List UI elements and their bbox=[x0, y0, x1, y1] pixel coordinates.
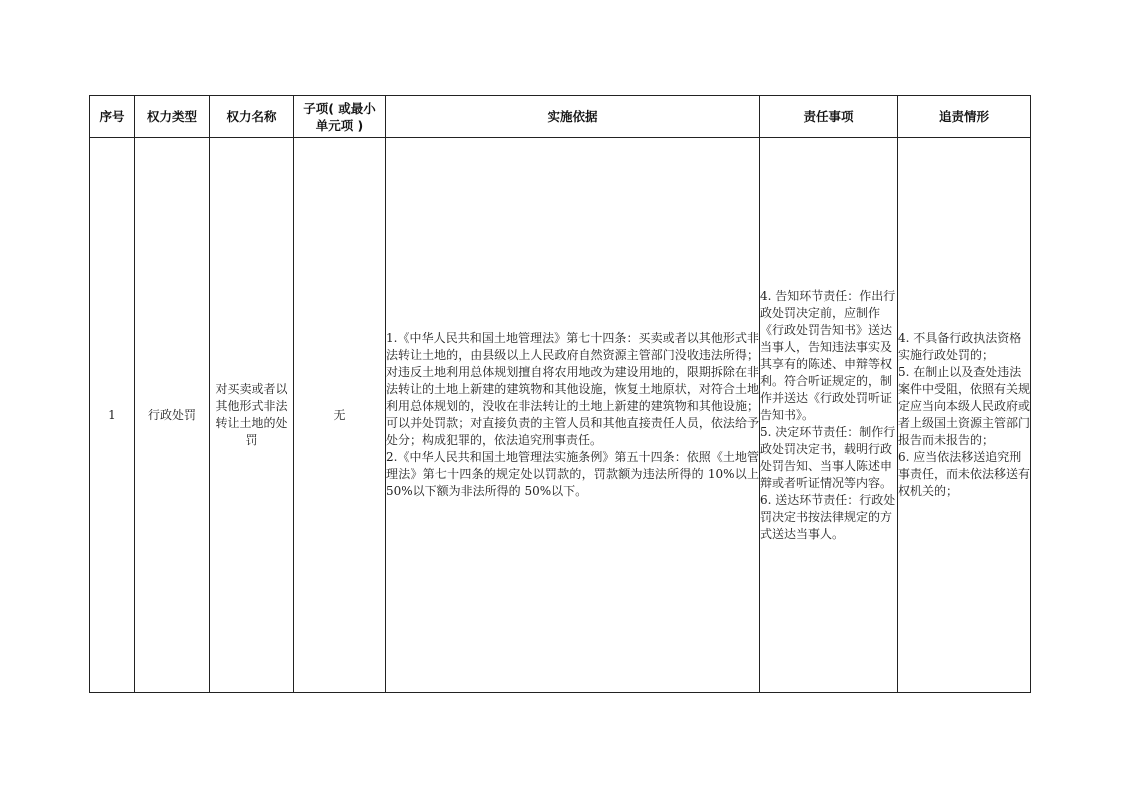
accountability-item-4: 4. 不具备行政执法资格实施行政处罚的； bbox=[898, 331, 1022, 362]
responsibility-item-6: 6. 送达环节责任：行政处罚决定书按法律规定的方式送达当事人。 bbox=[760, 492, 896, 541]
cell-power-type: 行政处罚 bbox=[135, 138, 210, 693]
accountability-item-5: 5. 在制止以及查处违法案件中受阻，依照有关规定应当向本级人民政府或者上级国土资源主管部门报告而未报告的； bbox=[898, 365, 1031, 447]
table-row bbox=[90, 138, 1031, 693]
basis-clause-2: 2.《中华人民共和国土地管理法实施条例》第五十四条：依照《土地管理法》第七十四条的规定处以罚款的，罚款额为违法所得的 10%以上 50%以下额为非法所得的 50%以下。 bbox=[386, 450, 759, 498]
responsibility-item-4: 4. 告知环节责任：作出行政处罚决定前，应制作《行政处罚告知书》送达当事人，告知违法事实及其享有的陈述、申辩等权利。符合听证规定的，制作并送达《行政处罚听证告知书》。 bbox=[760, 288, 896, 422]
header-subitem: 子项( 或最小 单元项 ) bbox=[294, 96, 386, 138]
basis-clause-1: 1.《中华人民共和国土地管理法》第七十四条：买卖或者以其他形式非法转让土地的，由县级以上人民政府自然资源主管部门没收违法所得；对违反土地利用总体规划擅自将农用地改为建设用地的，限期拆除在非法转让的土地上新建的建筑物和其他设施，恢复土地原状，对符合土地利用总体规划的，没收在非法转让的土地上新建的建筑物和其他设施；可以并处罚款；对直接负责的主管人员和其他直接责任人员，依法给予处分；构成犯罪的，依法追究刑事责任。 bbox=[386, 331, 759, 447]
cell-accountability bbox=[898, 138, 1031, 693]
header-seq: 序号 bbox=[90, 96, 135, 138]
header-accountability: 追责情形 bbox=[898, 96, 1031, 138]
cell-subitem: 无 bbox=[294, 138, 386, 693]
cell-basis bbox=[386, 138, 760, 693]
header-basis: 实施依据 bbox=[386, 96, 760, 138]
header-power-type: 权力类型 bbox=[135, 96, 210, 138]
cell-seq: 1 bbox=[90, 138, 135, 693]
responsibility-item-5: 5. 决定环节责任：制作行政处罚决定书，载明行政处罚告知、当事人陈述申辩或者听证情况等内容。 bbox=[760, 424, 896, 490]
header-power-name: 权力名称 bbox=[210, 96, 294, 138]
table-header-row bbox=[90, 96, 1031, 138]
cell-responsibility bbox=[760, 138, 898, 693]
cell-power-name: 对买卖或者以其他形式非法转让土地的处罚 bbox=[210, 138, 294, 693]
accountability-item-6: 6. 应当依法移送追究刑事责任，而未依法移送有权机关的； bbox=[898, 450, 1031, 498]
power-list-table bbox=[89, 95, 1031, 693]
header-responsibility: 责任事项 bbox=[760, 96, 898, 138]
